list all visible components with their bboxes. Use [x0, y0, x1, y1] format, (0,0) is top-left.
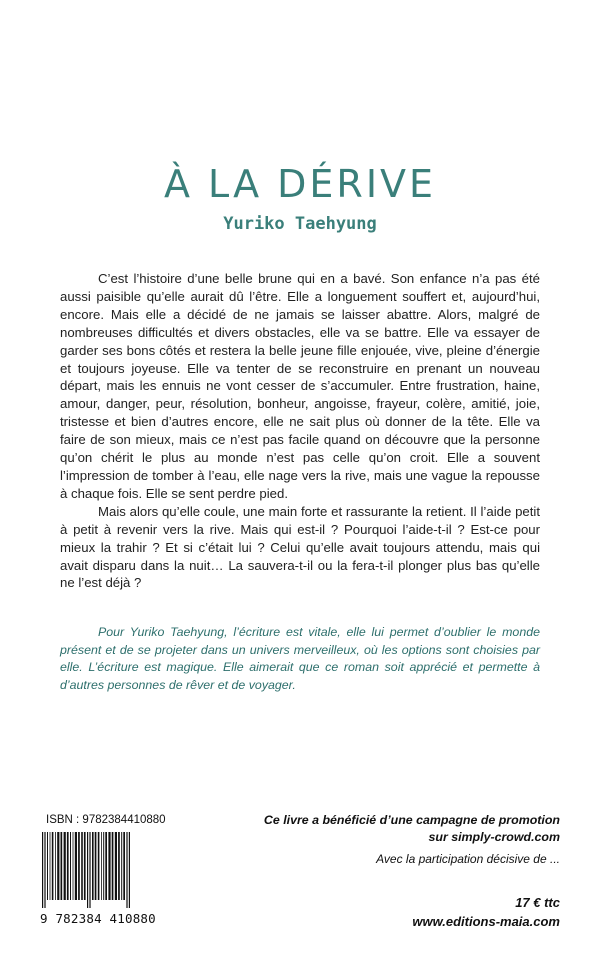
barcode-digits: 9 782384 410880: [40, 911, 156, 926]
barcode-bar: [84, 832, 86, 900]
barcode-bar: [52, 832, 54, 900]
barcode-bar: [44, 832, 45, 908]
barcode-bar: [61, 832, 63, 900]
promotion-line: sur simply-crowd.com: [428, 830, 560, 844]
barcode-bar: [57, 832, 59, 900]
book-title: À LA DÉRIVE: [163, 162, 437, 206]
promotion-line: Ce livre a bénéficié d’une campagne de promotion: [263, 813, 560, 827]
barcode-bar: [129, 832, 130, 908]
participation-text: Avec la participation décisive de ...: [376, 852, 560, 866]
barcode-bar: [126, 832, 127, 908]
publisher-website: www.editions-maia.com: [412, 914, 560, 929]
barcode-bar: [87, 832, 88, 908]
author-bio: Pour Yuriko Taehyung, l’écriture est vitale, elle lui permet d’oublier le monde présent et de se projeter dans un univers merveilleux, où les options sont choisies par elle. L’écriture est magique. Elle aimerait que ce roman soit apprécié et permette à d’autres personnes de rêver et de voyager.: [60, 625, 540, 692]
barcode-bar: [92, 832, 94, 900]
barcode-bar: [121, 832, 122, 900]
barcode-bar: [42, 832, 43, 908]
barcode-bar: [70, 832, 71, 900]
book-summary: [60, 270, 540, 592]
price: 17 € ttc: [515, 895, 560, 910]
barcode-bar: [47, 832, 48, 900]
isbn-label: ISBN : 9782384410880: [46, 814, 166, 826]
barcode-bar: [55, 832, 56, 900]
barcode-bar: [123, 832, 125, 900]
barcode-bar: [89, 832, 90, 908]
summary-paragraph: C’est l’histoire d’une belle brune qui en a bavé. Son enfance n’a pas été aussi paisible qu’elle aurait dû l’être. Elle a longuement souffert et, aujourd’hui, encore. Mais elle a décidé de ne jamais se laisser abattre. Alors, malgré de nombreuses difficultés et divers obstacles, elle va se battre. Elle va essayer de garder ses bons côtés et restera la belle jeune fille enjouée, vive, pleine d’énergie et toujours joyeuse. Elle va tenter de se reconstruire en prenant un nouveau départ, mais les ennuis ne vont cesser de s’accumuler. Entre frustration, haine, amour, danger, peur, résolution, bonheur, angoisse, frayeur, colère, amitié, joie, tristesse et bien d’autres encore, elle ne sait plus où donner de la tête. Elle va faire de son mieux, mais ce n’est pas facile quand on découvre que la personne qu’on chérit le plus au monde n’est pas celle qu’on croit. Elle a souvent l’impression de tomber à l’eau, elle nage vers la rive, mais une vague la repousse à chaque fois. Elle se sent perdre pied.: [60, 271, 540, 501]
barcode-bar: [67, 832, 69, 900]
barcode: [40, 832, 180, 908]
barcode-bar: [50, 832, 51, 900]
barcode-bar: [105, 832, 107, 900]
barcode-bar: [78, 832, 80, 900]
promotion-notice: [260, 812, 560, 846]
barcode-bar: [95, 832, 97, 900]
barcode-bar: [118, 832, 120, 900]
summary-paragraph: Mais alors qu’elle coule, une main forte et rassurante la retient. Il l’aide petit à petit à revenir vers la rive. Mais qui est-il ? Pourquoi l’aide-t-il ? Est-ce pour mieux la trahir ? Et si c’était lui ? Celui qu’elle avait toujours attendu, mais qui avait disparu dans la nuit… La sauvera-t-il ou la fera-t-il plonger plus bas qu’elle ne l’est déjà ?: [60, 503, 540, 591]
barcode-bar: [98, 832, 100, 900]
barcode-bar: [112, 832, 114, 900]
author-name: Yuriko Taehyung: [223, 214, 377, 234]
barcode-bar: [108, 832, 110, 900]
barcode-bar: [115, 832, 117, 900]
barcode-bar: [101, 832, 102, 900]
barcode-bar: [75, 832, 77, 900]
barcode-bar: [81, 832, 83, 900]
barcode-bar: [64, 832, 66, 900]
barcode-bar: [103, 832, 104, 900]
barcode-bar: [73, 832, 74, 900]
